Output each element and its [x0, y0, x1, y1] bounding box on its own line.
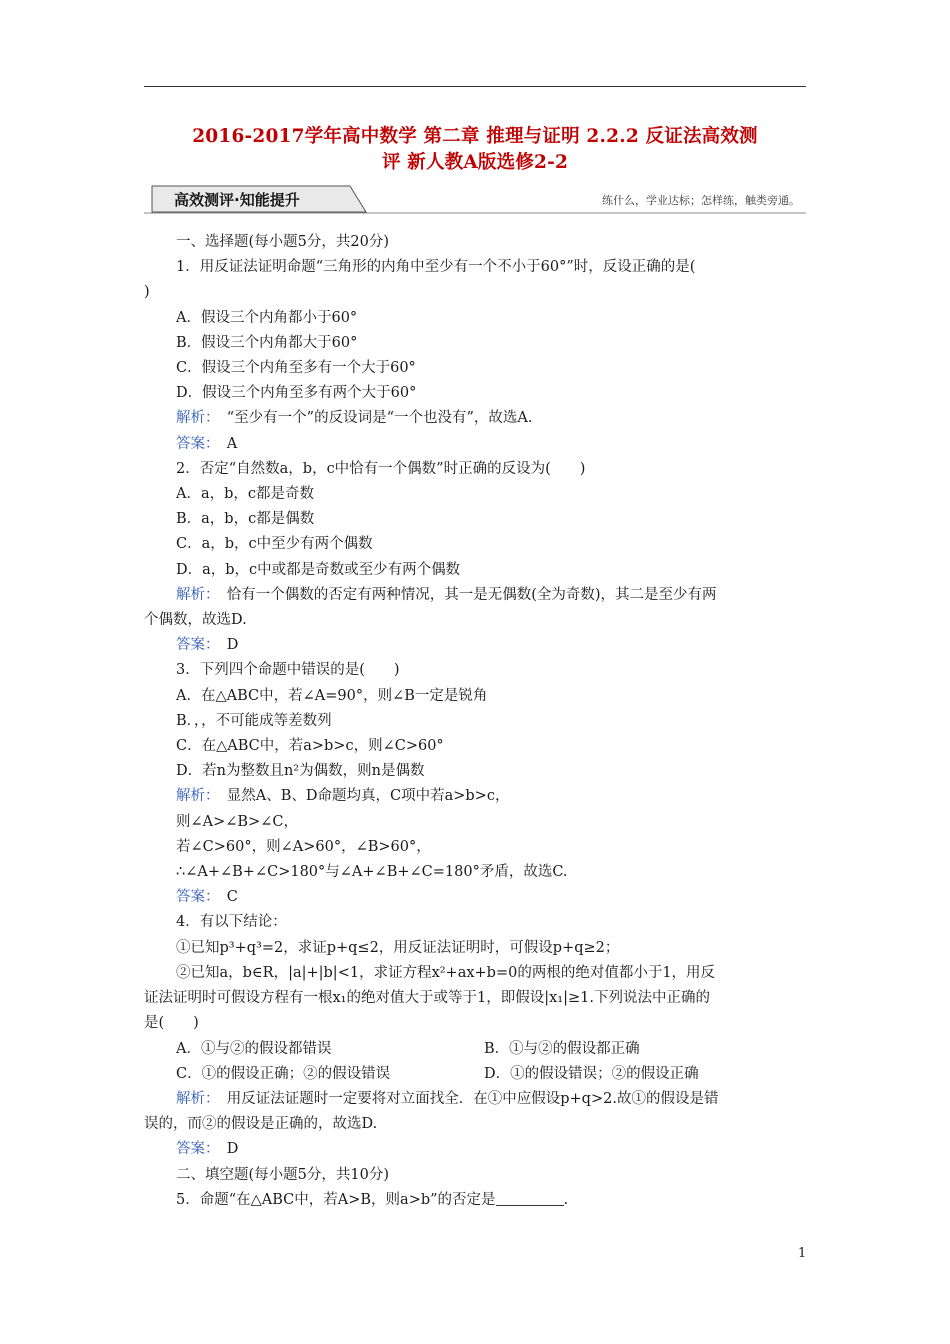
line-text: 4．有以下结论： [176, 914, 287, 931]
text-line [144, 810, 806, 835]
line-text: B．假设三个内角都大于60° [176, 334, 358, 351]
text-line [144, 936, 806, 961]
line-text: A．a，b，c都是奇数 [176, 486, 315, 503]
option-right: B．①与②的假设都正确 [484, 1040, 640, 1057]
line-text: D [212, 1141, 239, 1158]
line-text: 证法证明时可假设方程有一根x₁的绝对值大于或等于1，即假设|x₁|≥1.下列说法中正确的 [144, 990, 710, 1007]
line-text: ①已知p³+q³=2，求证p+q≤2，用反证法证明时，可假设p+q≥2； [176, 939, 620, 956]
title-line-1: 2016-2017学年高中数学 第二章 推理与证明 2.2.2 反证法高效测 [192, 126, 758, 147]
text-line [144, 507, 806, 532]
option-left: C．①的假设正确；②的假设错误 [176, 1065, 391, 1082]
line-text: 一、选择题(每小题5分，共20分) [176, 234, 389, 250]
answer-label: 答案： [176, 435, 213, 452]
text-line [144, 684, 806, 709]
line-text: A [212, 435, 238, 452]
answer-label: 答案： [176, 637, 213, 654]
title-line-2: 评 新人教A版选修2-2 [381, 152, 569, 173]
page-title [144, 124, 806, 176]
text-line [144, 1011, 806, 1036]
line-text: 个偶数，故选D. [144, 612, 247, 629]
top-rule [144, 86, 806, 87]
line-text: 3．下列四个命题中错误的是( ) [176, 662, 400, 679]
text-line [144, 961, 806, 986]
banner-label: 高效测评·知能提升 [174, 191, 300, 209]
text-line [144, 406, 806, 431]
line-text: 恰有一个偶数的否定有两种情况，其一是无偶数(全为奇数)，其二是至少有两 [212, 586, 717, 603]
line-text: A．假设三个内角都小于60° [176, 309, 358, 326]
text-line [144, 860, 806, 885]
option-right: D．①的假设错误；②的假设正确 [484, 1065, 699, 1082]
line-text: 用反证法证题时一定要将对立面找全．在①中应假设p+q>2.故①的假设是错 [212, 1090, 719, 1107]
line-text: 是( ) [144, 1015, 199, 1032]
analysis-label: 解析： [176, 1090, 213, 1107]
option-left: A．①与②的假设都错误 [176, 1040, 332, 1057]
question-content [144, 230, 806, 1213]
text-line [144, 885, 806, 910]
line-text: D．假设三个内角至多有两个大于60° [176, 385, 417, 402]
banner-slogan: 练什么，学业达标；怎样练，触类旁通。 [602, 194, 800, 207]
line-text: ∴∠A+∠B+∠C>180°与∠A+∠B+∠C=180°矛盾，故选C. [176, 864, 568, 881]
text-line [144, 381, 806, 406]
text-line [144, 482, 806, 507]
answer-label: 答案： [176, 889, 213, 906]
line-tail: . [563, 1191, 569, 1208]
line-text: C．假设三个内角至多有一个大于60° [176, 360, 416, 377]
text-line [144, 583, 806, 608]
analysis-label: 解析： [176, 788, 213, 805]
line-text: “至少有一个”的反设词是“一个也没有”，故选A. [212, 410, 533, 427]
text-line [144, 1163, 806, 1188]
text-line [144, 608, 806, 633]
text-line [144, 986, 806, 1011]
text-line [144, 457, 806, 482]
text-line [144, 835, 806, 860]
text-line [144, 432, 806, 457]
line-text: ②已知a，b∈R，|a|+|b|<1，求证方程x²+ax+b=0的两根的绝对值都小于1，用反 [176, 964, 716, 981]
line-text: A．在△ABC中，若∠A=90°，则∠B一定是锐角 [176, 687, 488, 704]
line-text: 则∠A>∠B>∠C， [176, 813, 298, 830]
text-line [144, 658, 806, 683]
line-text: 若∠C>60°，则∠A>60°，∠B>60°， [176, 838, 431, 855]
line-text: 误的，而②的假设是正确的，故选D. [144, 1116, 378, 1133]
text-line [144, 532, 806, 557]
answer-blank [496, 1191, 564, 1206]
line-text: 显然A、B、D命题均真，C项中若a>b>c， [212, 788, 510, 805]
text-line [144, 1062, 806, 1087]
text-line [144, 1188, 806, 1213]
text-line [144, 633, 806, 658]
line-text: C [212, 889, 238, 906]
text-line [144, 709, 806, 734]
text-line [144, 558, 806, 583]
line-text: D．若n为整数且n²为偶数，则n是偶数 [176, 763, 425, 780]
line-text: ) [144, 284, 150, 301]
text-line [144, 280, 806, 305]
line-text: B．a，b，c都是偶数 [176, 511, 315, 528]
answer-label: 答案： [176, 1141, 213, 1158]
page-number: 1 [798, 1246, 807, 1261]
text-line [144, 356, 806, 381]
section-banner [144, 184, 806, 214]
line-text: 二、填空题(每小题5分，共10分) [176, 1166, 389, 1183]
text-line [144, 734, 806, 759]
text-line [144, 331, 806, 356]
text-line [144, 255, 806, 280]
analysis-label: 解析： [176, 586, 213, 603]
line-text: 5．命题“在△ABC中，若A>B，则a>b”的否定是 [176, 1191, 496, 1208]
text-line [144, 306, 806, 331]
line-text: C．a，b，c中至少有两个偶数 [176, 536, 373, 553]
text-line [144, 1112, 806, 1137]
text-line [144, 910, 806, 935]
analysis-label: 解析： [176, 410, 213, 427]
text-line [144, 784, 806, 809]
text-line [144, 1137, 806, 1162]
text-line [144, 1037, 806, 1062]
line-text: D [212, 637, 239, 654]
text-line [144, 759, 806, 784]
text-line [144, 230, 806, 255]
text-line [144, 1087, 806, 1112]
line-text: D．a，b，c中或都是奇数或至少有两个偶数 [176, 561, 461, 578]
line-text: B．，，不可能成等差数列 [176, 712, 332, 729]
line-text: 2．否定“自然数a，b，c中恰有一个偶数”时正确的反设为( ) [176, 460, 586, 477]
line-text: C．在△ABC中，若a>b>c，则∠C>60° [176, 738, 444, 755]
line-text: 1．用反证法证明命题“三角形的内角中至少有一个不小于60°”时，反设正确的是( [176, 259, 696, 276]
